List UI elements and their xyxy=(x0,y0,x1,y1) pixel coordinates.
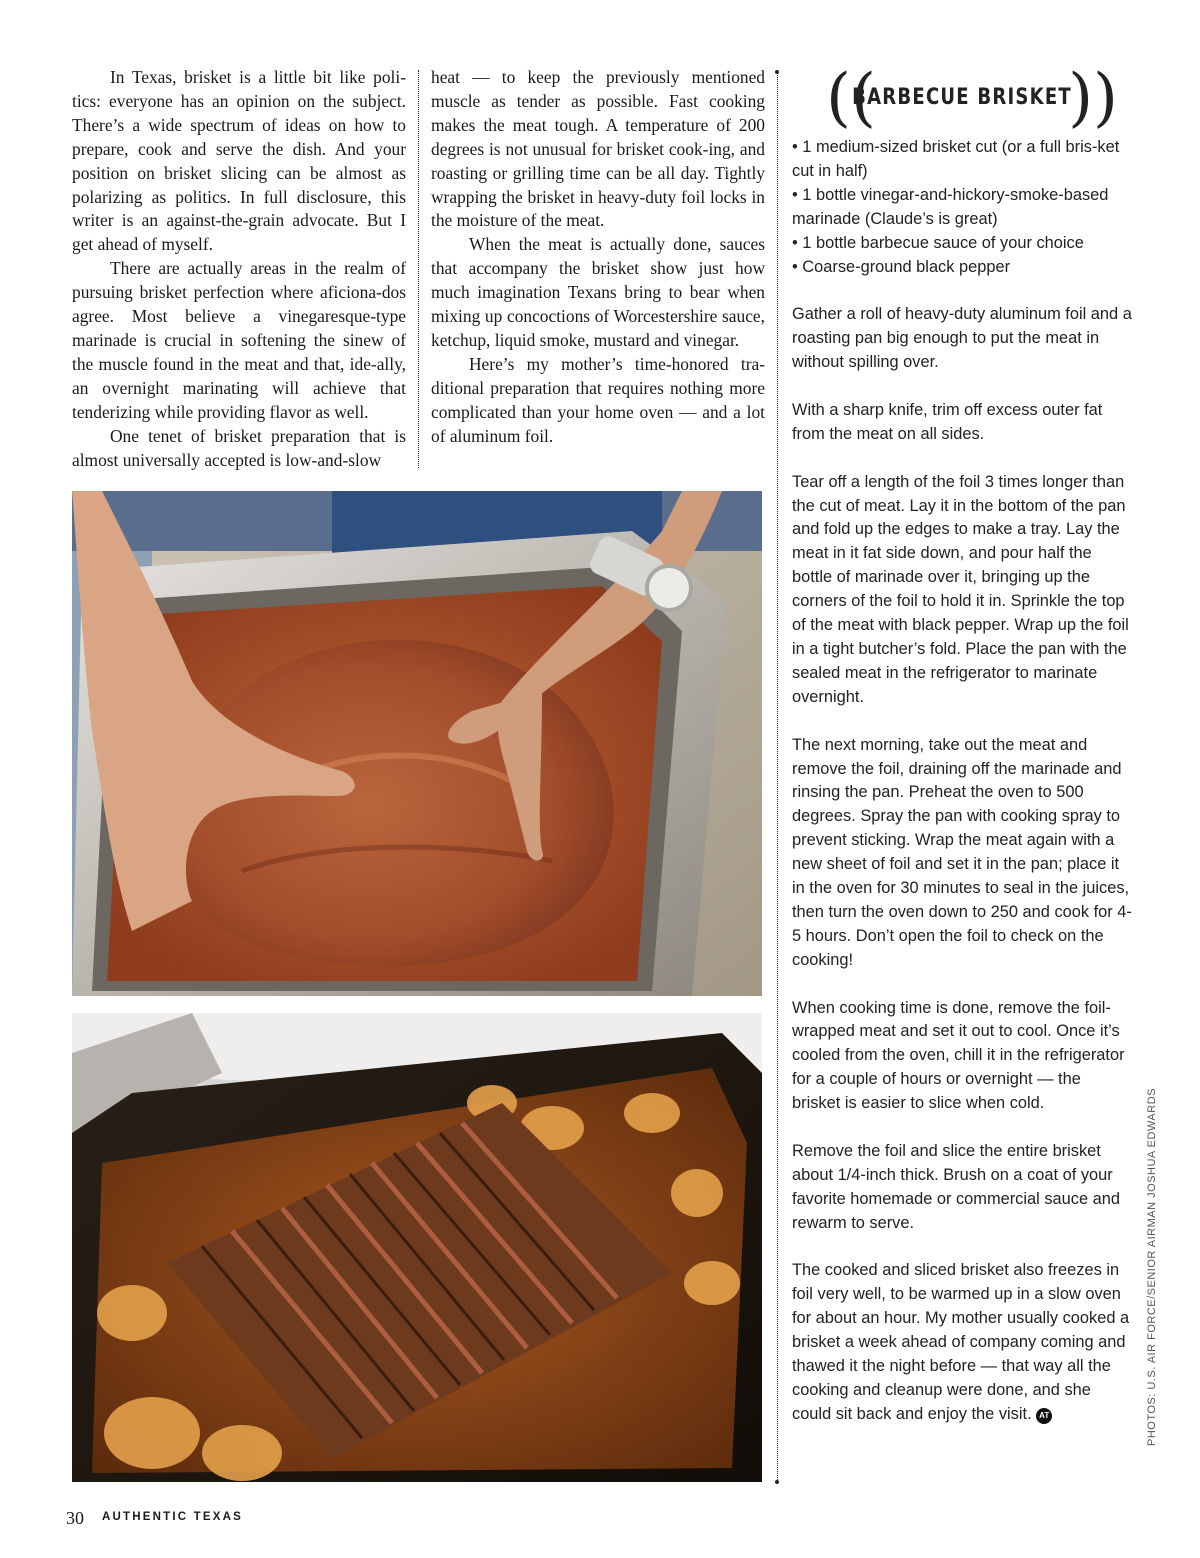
right-parenthesis-ornament: )) xyxy=(1068,61,1118,135)
recipe-step: When cooking time is done, remove the foil-wrapped meat and set it out to cool. Once it’s cooled from the oven, chill it in the refrigerator for a couple of hours or overnight — the brisket is easier to slice when cold. xyxy=(792,998,1125,1113)
recipe-header xyxy=(792,61,1132,136)
ingredient-list xyxy=(792,136,1132,279)
ingredient-item: • Coarse-ground black pepper xyxy=(792,256,1132,280)
photo-sliced-brisket xyxy=(72,1013,762,1482)
recipe-step: Tear off a length of the foil 3 times longer than the cut of meat. Lay it in the bottom of the pan and fold up the edges to make a tray. Lay the meat in it fat side down, and pour half the bottle of marinade over it, bringing up the corners of the foil to hold it in. Sprinkle the top of the meat with black pepper. Wrap up the foil in a tight butcher’s fold. Place the pan with the sealed meat in the refrigerator to marinate overnight. xyxy=(792,472,1129,706)
photo-marinating-brisket xyxy=(72,491,762,996)
article-paragraph: In Texas, brisket is a little bit like poli-tics: everyone has an opinion on the subject. There’s a wide spectrum of ideas on how to prepare, cook and serve the dish. And your position on brisket slicing can be almost as polarizing as politics. In full disclosure, this writer is an against-the-grain advocate. But I get ahead of myself. xyxy=(72,67,406,255)
publication-name: AUTHENTIC TEXAS xyxy=(102,1511,243,1523)
article-column-2 xyxy=(431,66,765,449)
article-paragraph: Here’s my mother’s time-honored tra-ditional preparation that requires nothing more complicated than your home oven — and a lot of aluminum foil. xyxy=(431,353,765,446)
column-divider xyxy=(418,70,419,468)
recipe-step-final xyxy=(792,1259,1132,1426)
recipe-step: Remove the foil and slice the entire brisket about 1/4-inch thick. Brush on a coat of your favorite homemade or commercial sauce and rewarm to serve. xyxy=(792,1141,1120,1232)
article-paragraph: One tenet of brisket preparation that is almost universally accepted is low-and-slow xyxy=(72,425,406,470)
sidebar-divider xyxy=(777,72,778,1482)
recipe-sidebar xyxy=(792,61,1132,1451)
ingredient-item: • 1 medium-sized brisket cut (or a full bris-ket cut in half) xyxy=(792,136,1132,184)
ingredient-item: • 1 bottle vinegar-and-hickory-smoke-based marinade (Claude’s is great) xyxy=(792,184,1132,232)
recipe-step: Gather a roll of heavy-duty aluminum foil and a roasting pan big enough to put the meat in without spilling over. xyxy=(792,305,1132,372)
recipe-step: With a sharp knife, trim off excess outer fat from the meat on all sides. xyxy=(792,400,1103,443)
article-paragraph: heat — to keep the previously mentioned muscle as tender as possible. Fast cooking makes the meat tough. A temperature of 200 degrees is not unusual for brisket cook-ing, and roasting or grilling time can be all day. Tightly wrapping the brisket in heavy-duty foil locks in the moisture of the meat. xyxy=(431,67,765,231)
recipe-step: The cooked and sliced brisket also freezes in foil very well, to be warmed up in a slow oven for about an hour. My mother usually cooked a brisket a week ahead of company coming and thawed it the night before — that way all the cooking and cleanup were done, and she could sit back and enjoy the visit. xyxy=(792,1261,1130,1423)
photo-credit: PHOTOS: U.S. AIR FORCE/SENIOR AIRMAN JOSHUA EDWARDS xyxy=(1146,1088,1158,1446)
left-parenthesis-ornament: (( xyxy=(826,61,876,135)
page-number: 30 xyxy=(66,1508,84,1528)
article-paragraph: There are actually areas in the realm of pursuing brisket perfection where aficiona-dos agree. Most believe a vinegaresque-type marinade is crucial in softening the sinew of the muscle found in the meat and that, ide-ally, an overnight marinating will achieve that tenderizing while providing flavor as well. xyxy=(72,258,406,422)
ingredient-item: • 1 bottle barbecue sauce of your choice xyxy=(792,232,1132,256)
recipe-step: The next morning, take out the meat and remove the foil, draining off the marinade and rinsing the pan. Preheat the oven to 500 degrees. Spray the pan with cooking spray to prevent sticking. Wrap the meat again with a new sheet of foil and set it in the pan; place it in the oven for 30 minutes to seal in the juices, then turn the oven down to 250 and cook for 4-5 hours. Don’t open the foil to check on the cooking! xyxy=(792,735,1132,969)
article-paragraph: When the meat is actually done, sauces that accompany the brisket show just how much imagination Texans bring to bear when mixing up concoctions of Worcestershire sauce, ketchup, liquid smoke, mustard and vinegar. xyxy=(431,234,765,350)
recipe-title: BARBECUE BRISKET xyxy=(852,85,1072,110)
article-column-1 xyxy=(72,66,406,472)
authentic-texas-logo-icon: AT xyxy=(1036,1408,1052,1424)
